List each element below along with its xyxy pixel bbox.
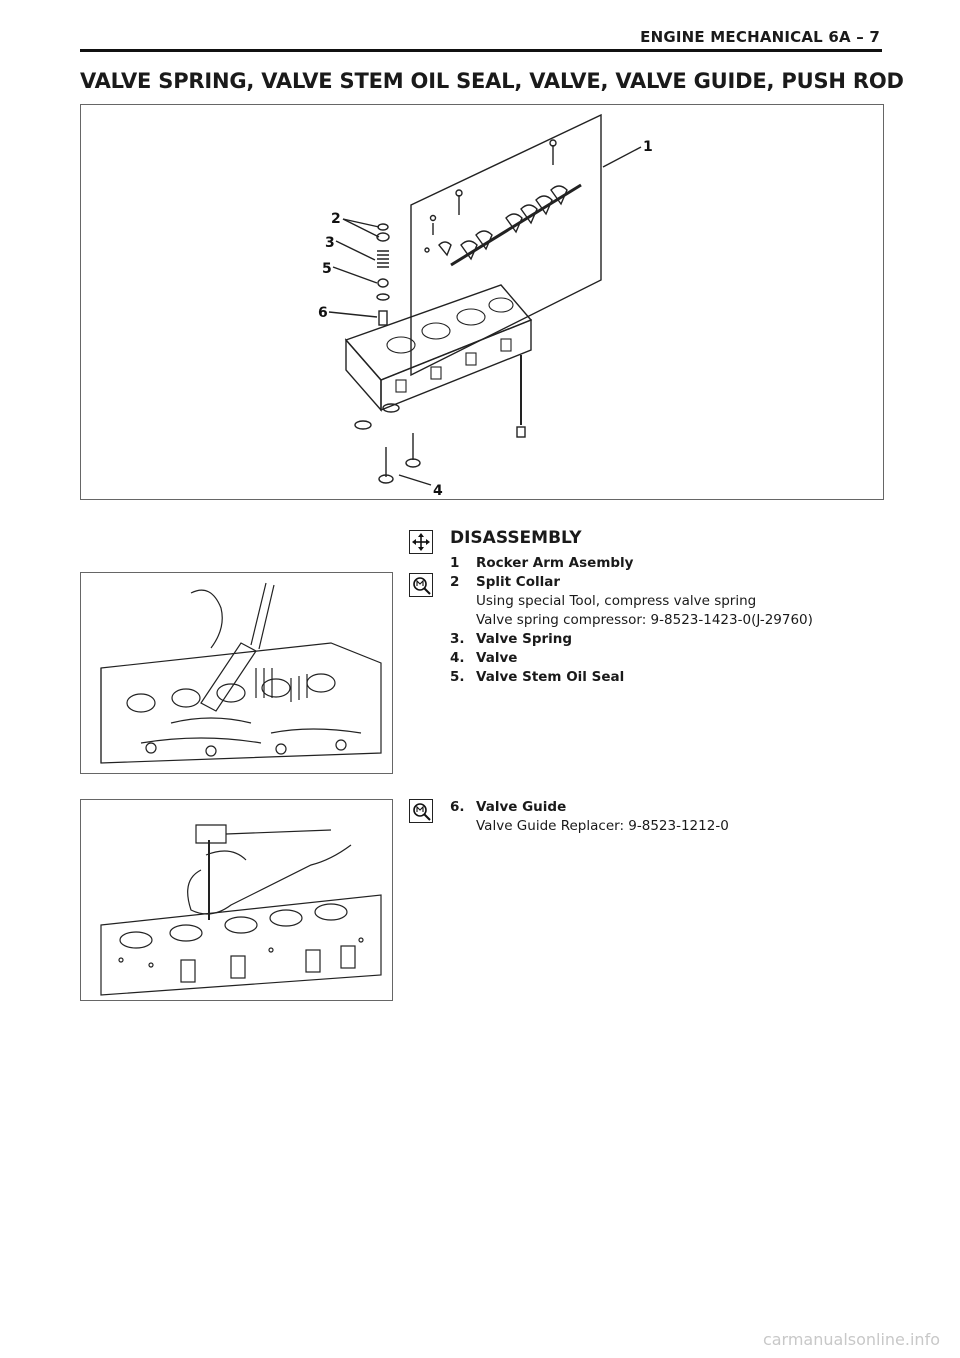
running-header: ENGINE MECHANICAL 6A – 7 bbox=[640, 28, 880, 46]
special-tool-icon bbox=[409, 799, 433, 823]
step-3: 3. Valve Spring bbox=[450, 631, 573, 647]
spring-compressor-figure bbox=[80, 572, 393, 774]
valve-guide-figure bbox=[80, 799, 393, 1001]
disassembly-icon bbox=[409, 530, 433, 554]
special-tool-icon bbox=[409, 573, 433, 597]
callout-3: 3 bbox=[325, 235, 335, 251]
exploded-view-figure bbox=[80, 104, 884, 500]
exploded-view-drawing bbox=[81, 105, 883, 499]
step-4: 4. Valve bbox=[450, 650, 518, 666]
callout-4: 4 bbox=[433, 483, 443, 499]
spring-compressor-drawing bbox=[81, 573, 392, 773]
disassembly-steps bbox=[450, 554, 813, 687]
callout-1: 1 bbox=[643, 139, 653, 155]
valve-guide-drawing bbox=[81, 800, 392, 1000]
callout-5: 5 bbox=[322, 261, 332, 277]
step-2-tool: Valve spring compressor: 9-8523-1423-0(J-29760) bbox=[476, 612, 813, 628]
callout-6: 6 bbox=[318, 305, 328, 321]
step-1: 1 Rocker Arm Asembly bbox=[450, 555, 634, 571]
step-2: 2 Split Collar Using special Tool, compress valve spring Valve spring compressor: 9-8523-1423-0(J-29760) bbox=[450, 574, 813, 628]
step-2-note: Using special Tool, compress valve spring bbox=[476, 593, 757, 609]
step-6-tool: Valve Guide Replacer: 9-8523-1212-0 bbox=[476, 818, 729, 834]
step-5: 5. Valve Stem Oil Seal bbox=[450, 669, 625, 685]
header-rule bbox=[80, 49, 882, 52]
step-6: 6. Valve Guide Valve Guide Replacer: 9-8523-1212-0 bbox=[450, 799, 729, 834]
watermark: carmanualsonline.info bbox=[762, 1330, 940, 1349]
page-title: VALVE SPRING, VALVE STEM OIL SEAL, VALVE, VALVE GUIDE, PUSH ROD bbox=[80, 69, 904, 93]
valve-guide-steps bbox=[450, 798, 729, 836]
disassembly-heading: DISASSEMBLY bbox=[450, 528, 582, 548]
callout-2: 2 bbox=[331, 211, 341, 227]
